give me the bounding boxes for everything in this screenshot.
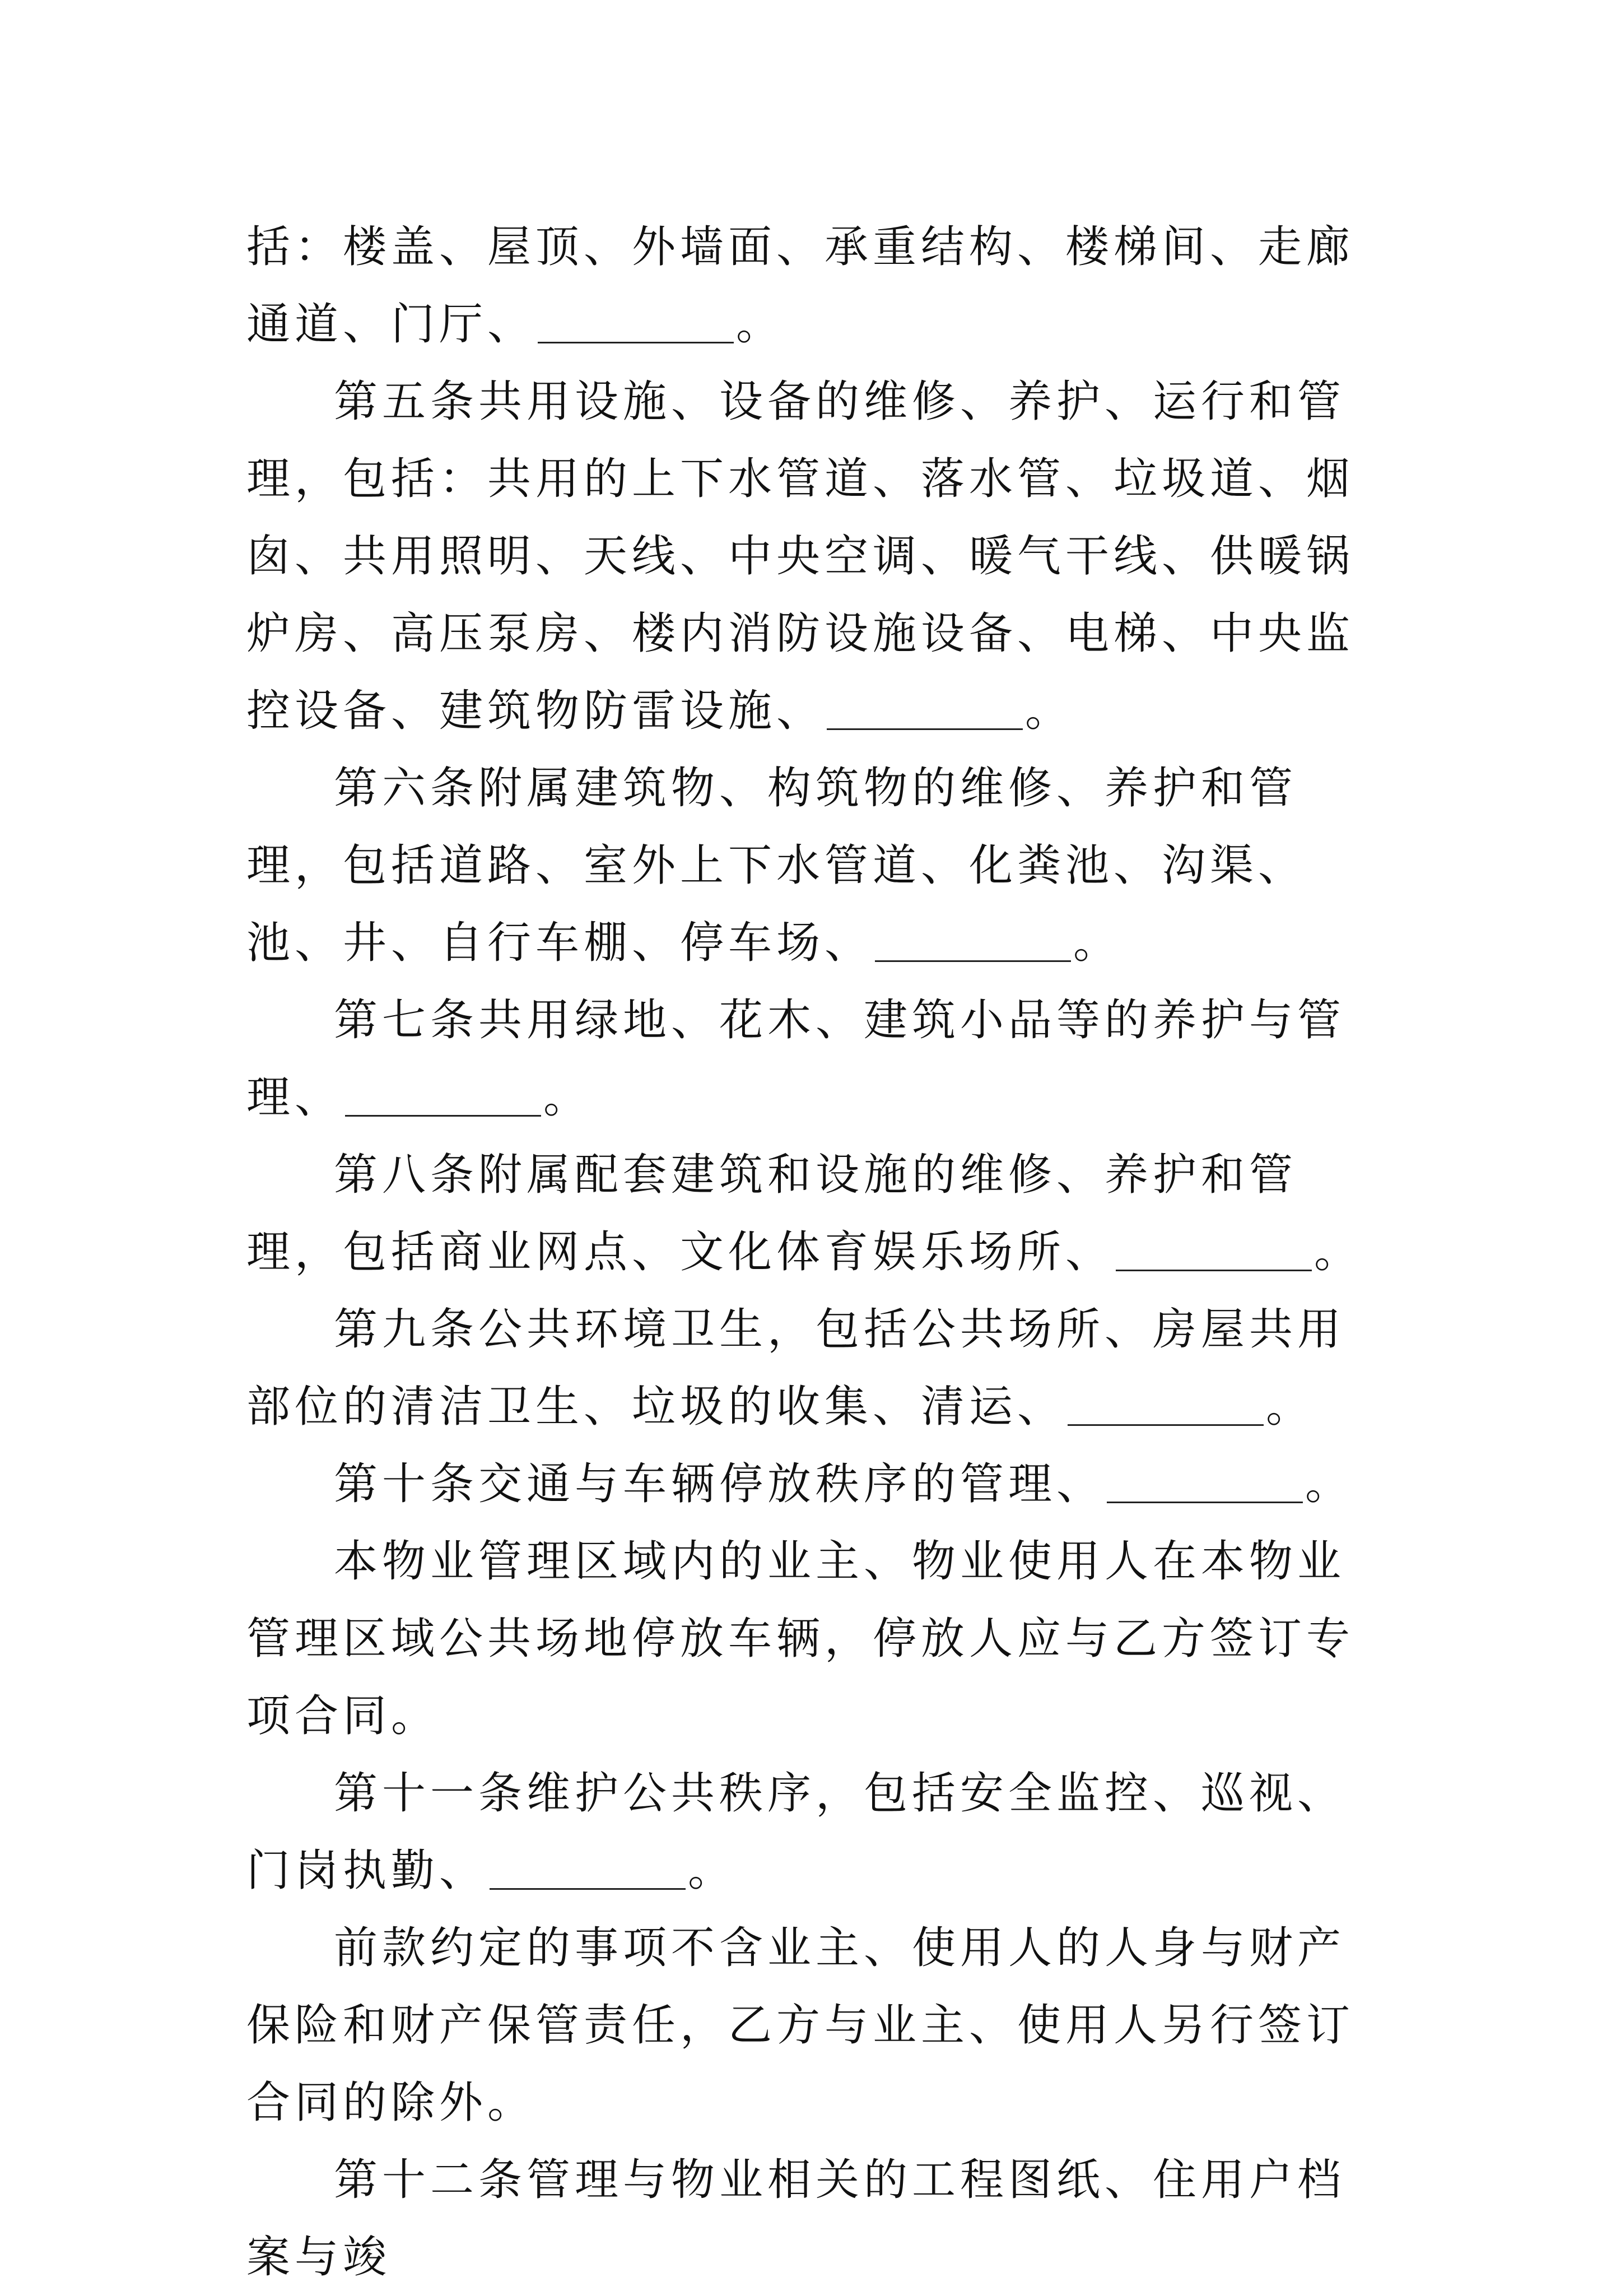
clause-5 bbox=[246, 363, 1387, 750]
fill-in-blank[interactable] bbox=[875, 917, 1071, 962]
clause-10 bbox=[246, 1446, 1387, 1523]
clause-end: 。 bbox=[543, 1072, 592, 1123]
clause-11-exclusion-note: 前款约定的事项不含业主、使用人的人身与财产保险和财产保管责任，乙方与业主、使用人另行签订合同的除外。 bbox=[246, 1923, 1355, 2128]
clause-12: 第十二条管理与物业相关的工程图纸、住用户档案与竣 bbox=[246, 2155, 1346, 2283]
clause-8 bbox=[246, 1136, 1387, 1291]
clause-end: 。 bbox=[1266, 1382, 1315, 1432]
clause-text: 第十条交通与车辆停放秩序的管理、 bbox=[334, 1459, 1105, 1509]
clause-text: 第八条附属配套建筑和设施的维修、养护和管理，包括商业网点、文化体育娱乐场所、 bbox=[246, 1150, 1298, 1277]
clause-text: 括：楼盖、屋顶、外墙面、承重结构、楼梯间、走廊通道、门厅、 bbox=[246, 222, 1355, 350]
fill-in-blank[interactable] bbox=[345, 1071, 541, 1117]
clause-7 bbox=[246, 982, 1387, 1136]
clause-text: 第六条附属建筑物、构筑物的维修、养护和管理，包括道路、室外上下水管道、化粪池、沟渠、池、井、自行车棚、停车场、 bbox=[246, 763, 1307, 968]
clause-text: 第九条公共环境卫生，包括公共场所、房屋共用部位的清洁卫生、垃圾的收集、清运、 bbox=[246, 1304, 1346, 1432]
clause-end: 。 bbox=[1314, 1227, 1363, 1277]
clause-text: 第五条共用设施、设备的维修、养护、运行和管理，包括：共用的上下水管道、落水管、垃圾道、烟囱、共用照明、天线、中央空调、暖气干线、供暖锅炉房、高压泵房、楼内消防设施设备、电梯、中央监控设备、建筑物防雷设施、 bbox=[246, 377, 1355, 736]
fill-in-blank[interactable] bbox=[1116, 1226, 1312, 1271]
clause-10-parking-note: 本物业管理区域内的业主、物业使用人在本物业管理区域公共场地停放车辆，停放人应与乙方签订专项合同。 bbox=[246, 1536, 1355, 1741]
fill-in-blank[interactable] bbox=[1107, 1458, 1303, 1503]
clause-end: 。 bbox=[1025, 686, 1074, 736]
clause-4-continuation bbox=[246, 208, 1387, 363]
document-body bbox=[246, 208, 1387, 2296]
clause-end: 。 bbox=[688, 1846, 737, 1896]
fill-in-blank[interactable] bbox=[490, 1844, 686, 1890]
clause-6 bbox=[246, 750, 1387, 982]
clause-end: 。 bbox=[1305, 1459, 1354, 1509]
clause-end: 。 bbox=[1073, 918, 1122, 968]
clause-9 bbox=[246, 1291, 1387, 1446]
clause-text: 第十一条维护公共秩序，包括安全监控、巡视、门岗执勤、 bbox=[246, 1768, 1346, 1896]
clause-11 bbox=[246, 1755, 1387, 1909]
clause-text: 第七条共用绿地、花木、建筑小品等的养护与管理、 bbox=[246, 995, 1346, 1123]
fill-in-blank[interactable] bbox=[827, 685, 1023, 730]
fill-in-blank[interactable] bbox=[1068, 1381, 1264, 1426]
clause-end: 。 bbox=[736, 299, 785, 350]
fill-in-blank[interactable] bbox=[538, 298, 734, 343]
